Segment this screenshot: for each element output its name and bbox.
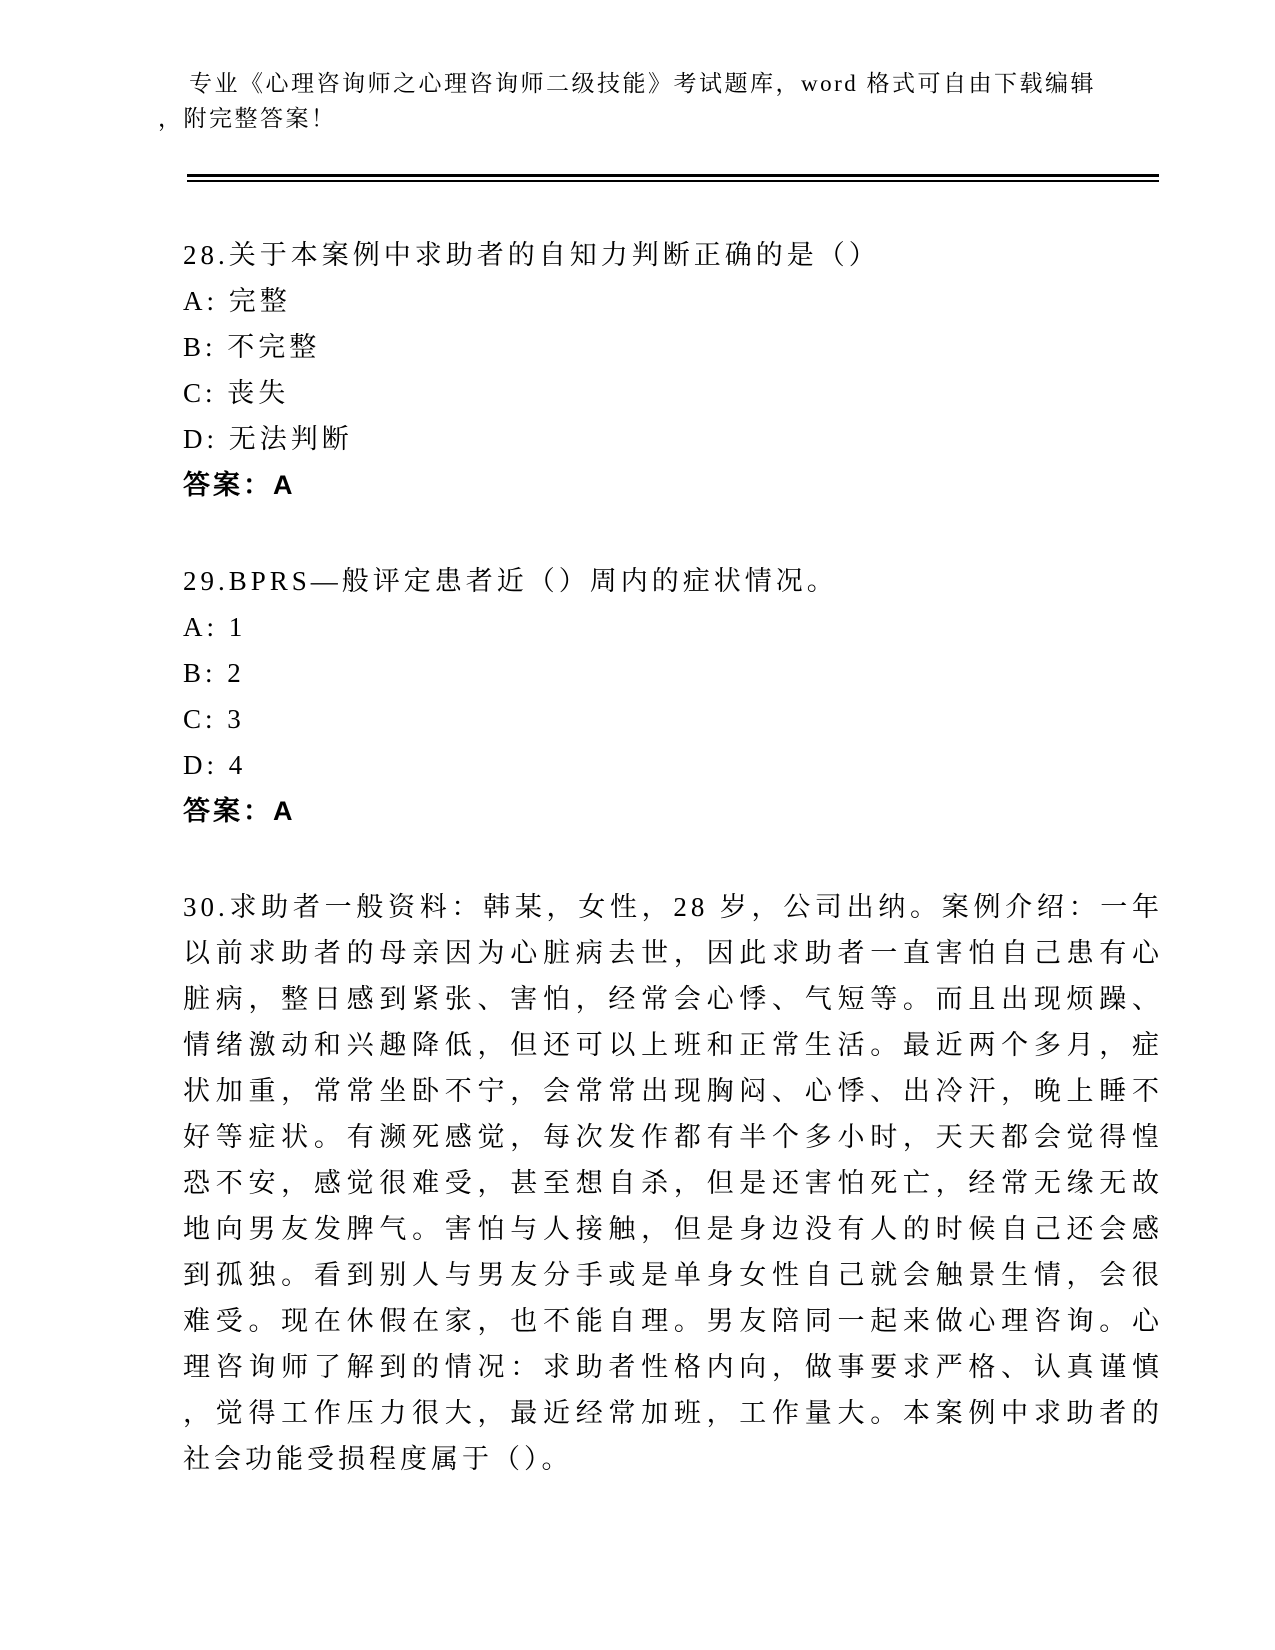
- question-30-line: 30.求助者一般资料：韩某，女性，28 岁，公司出纳。案例介绍：一年: [183, 892, 1163, 922]
- header-line-1: 专业《心理咨询师之心理咨询师二级技能》考试题库，word 格式可自由下载编辑: [189, 71, 1097, 96]
- question-29-option-c: C: 3: [183, 704, 245, 734]
- question-29-answer: 答案：A: [183, 796, 296, 826]
- question-28: [183, 232, 1163, 508]
- question-30-line: 理咨询师了解到的情况：求助者性格内向，做事要求严格、认真谨慎: [183, 1352, 1163, 1382]
- question-28-option-c: C: 丧失: [183, 378, 290, 408]
- document-page: [158, 0, 1163, 1482]
- question-28-option-a: A: 完整: [183, 286, 291, 316]
- question-28-option-b: B: 不完整: [183, 332, 321, 362]
- question-30-line: 以前求助者的母亲因为心脏病去世，因此求助者一直害怕自己患有心: [183, 938, 1163, 968]
- question-29: [183, 558, 1163, 834]
- question-29-title: 29.BPRS—般评定患者近（）周内的症状情况。: [183, 566, 838, 596]
- question-30-line: 状加重，常常坐卧不宁，会常常出现胸闷、心悸、出冷汗，晚上睡不: [183, 1076, 1163, 1106]
- question-30-line: 难受。现在休假在家，也不能自理。男友陪同一起来做心理咨询。心: [183, 1306, 1163, 1336]
- question-30-line: 脏病，整日感到紧张、害怕，经常会心悸、气短等。而且出现烦躁、: [183, 984, 1163, 1014]
- question-30-line: 恐不安，感觉很难受，甚至想自杀，但是还害怕死亡，经常无缘无故: [183, 1168, 1163, 1198]
- question-30-line: 地向男友发脾气。害怕与人接触，但是身边没有人的时候自己还会感: [183, 1214, 1163, 1244]
- question-30-line: 情绪激动和兴趣降低，但还可以上班和正常生活。最近两个多月，症: [183, 1030, 1163, 1060]
- question-28-option-d: D: 无法判断: [183, 424, 353, 454]
- question-30-line: 好等症状。有濒死感觉，每次发作都有半个多小时，天天都会觉得惶: [183, 1122, 1163, 1152]
- header-divider-rule: [187, 174, 1159, 182]
- question-28-title: 28.关于本案例中求助者的自知力判断正确的是（）: [183, 240, 880, 270]
- header-line-2: ，附完整答案！: [158, 106, 337, 131]
- question-30: [183, 884, 1163, 1482]
- question-29-option-a: A: 1: [183, 612, 247, 642]
- document-header: [158, 0, 1163, 136]
- question-30-line-last: 社会功能受损程度属于（）。: [183, 1444, 573, 1474]
- question-29-option-b: B: 2: [183, 658, 245, 688]
- question-29-option-d: D: 4: [183, 750, 247, 780]
- question-30-line: 到孤独。看到别人与男友分手或是单身女性自己就会触景生情，会很: [183, 1260, 1163, 1290]
- question-28-answer: 答案：A: [183, 470, 296, 500]
- question-30-line: ，觉得工作压力很大，最近经常加班，工作量大。本案例中求助者的: [183, 1398, 1163, 1428]
